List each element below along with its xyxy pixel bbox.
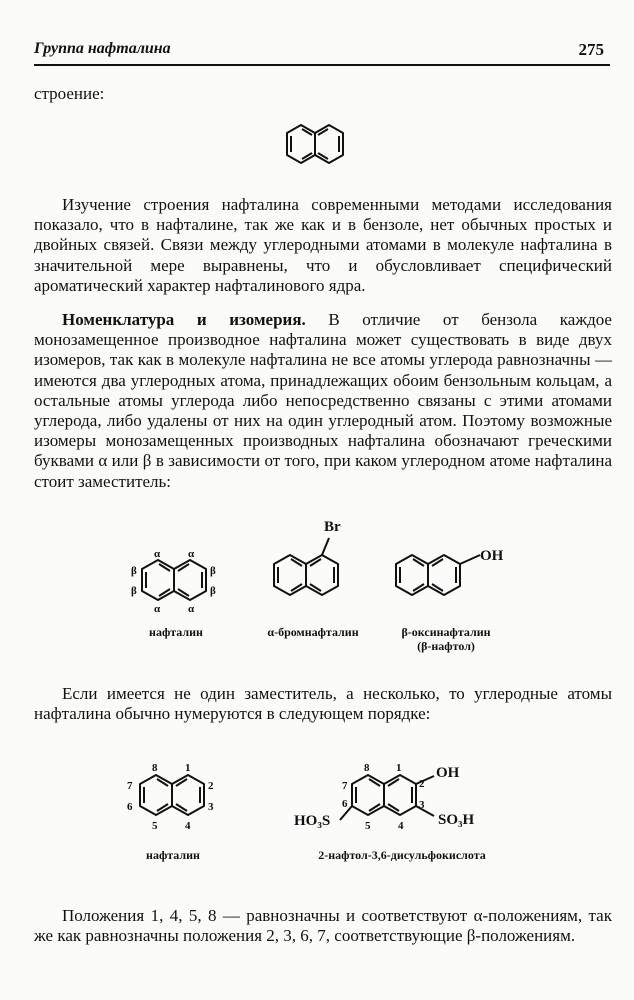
position-label: 6 (342, 798, 348, 810)
beta-label: β (131, 565, 137, 577)
paragraph-structure: Изучение строения нафталина современными методами исследования показало, что в нафталине, так же как и в бензоле, нет обычных простых и двойных связей. Связи между углеродными атомами в молекуле нафталина в значительной мере выравнены, что и обусловливает специфический ароматический характер нафталинового ядра. (34, 195, 612, 295)
position-label: 1 (396, 762, 402, 774)
numbered-naphthalene-structure (118, 760, 226, 838)
hydroxyl-group: OH (436, 765, 460, 781)
sulfo-group-left: HO₃S (294, 813, 331, 829)
beta-label: β (131, 585, 137, 597)
caption-disulfonic-acid: 2-нафтол-3,6-дисульфокислота (318, 848, 486, 862)
position-label: 3 (208, 801, 214, 813)
naphthalene-alpha-beta-structure (124, 547, 228, 619)
alpha-label: α (188, 603, 195, 615)
hydroxyl-substituent: OH (480, 548, 504, 564)
caption-oxynaphthalene-line2: (β-нафтол) (417, 639, 475, 653)
section-heading: Номенклатура и изомерия. (62, 310, 306, 329)
alpha-label: α (188, 548, 195, 560)
caption-naphthalene-1: нафталин (149, 625, 203, 639)
bromonaphthalene-structure (268, 538, 344, 610)
alpha-label: α (154, 603, 161, 615)
page-number: 275 (578, 40, 604, 59)
position-label: 5 (152, 820, 158, 832)
sulfo-group-right: SO₃H (438, 812, 475, 828)
position-label: 2 (419, 778, 425, 790)
position-label: 1 (185, 762, 191, 774)
position-label: 5 (365, 820, 371, 832)
beta-label: β (210, 565, 216, 577)
position-label: 4 (185, 820, 191, 832)
paragraph-positions: Положения 1, 4, 5, 8 — равнозначны и соответствуют α-положениям, так же как равнозначны положения 2, 3, 6, 7, соответствующие β-положениям. (34, 906, 612, 946)
beta-label: β (210, 585, 216, 597)
position-label: 6 (127, 801, 133, 813)
caption-oxynaphthalene (392, 625, 500, 653)
position-label: 7 (342, 780, 348, 792)
paragraph-nomenclature (34, 310, 612, 492)
position-label: 3 (419, 799, 425, 811)
position-label: 8 (364, 762, 370, 774)
naphthalene-structure-top (286, 121, 348, 169)
position-label: 7 (127, 780, 133, 792)
caption-bromonaphthalene: α-бромнафталин (267, 625, 359, 639)
position-label: 4 (398, 820, 404, 832)
intro-text: строение: (34, 84, 105, 103)
nomenclature-text: В отличие от бензола каждое монозамещенное производное нафталина может существовать в виде двух изомеров, так как в молекуле нафталина не все атомы углерода равнозначны — имеются два углеродных атома, принадлежащих обоим бензольным кольцам, а остальные атомы углерода либо непосредственно связаны с этими атомами углерода, либо удалены от них на один углеродный атом. Поэтому возможные изомеры монозамещенных производных нафталина обозначают греческими буквами α или β в зависимости от того, при каком углеродном атоме нафталина стоит заместитель: (34, 310, 612, 491)
running-title: Группа нафталина (34, 40, 171, 57)
position-label: 2 (208, 780, 214, 792)
alpha-label: α (154, 548, 161, 560)
bromine-substituent: Br (324, 519, 341, 535)
caption-oxynaphthalene-line1: β-оксинафталин (401, 625, 491, 639)
paragraph-numbering: Если имеется не один заместитель, а несколько, то углеродные атомы нафталина обычно нумеруются в следующем порядке: (34, 684, 612, 724)
caption-naphthalene-2: нафталин (146, 848, 200, 862)
running-head (34, 38, 610, 66)
position-label: 8 (152, 762, 158, 774)
